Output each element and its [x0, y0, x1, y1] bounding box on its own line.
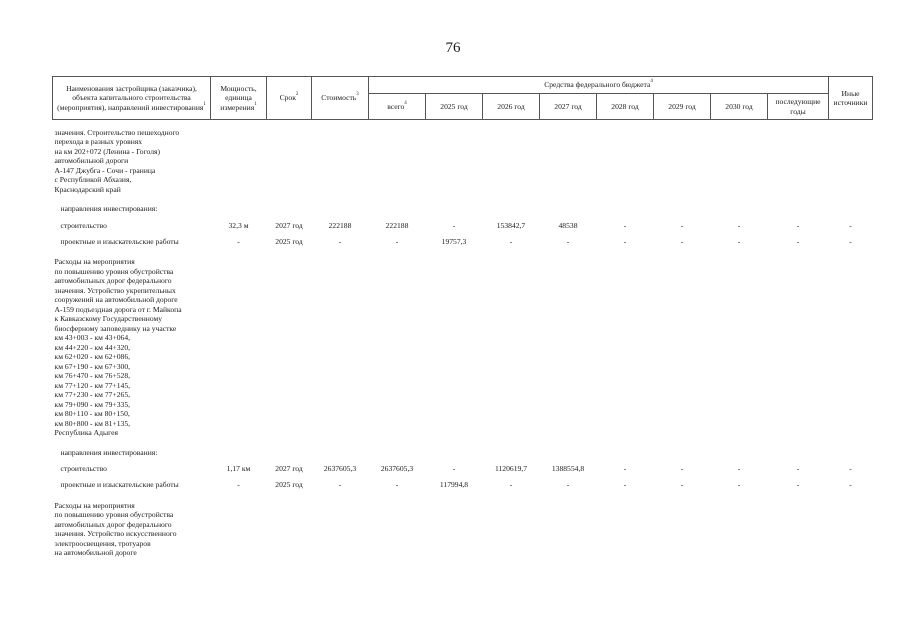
row-2026: - [509, 480, 513, 490]
header-year-2025: 2025 год [426, 94, 483, 120]
row-total: - [395, 236, 399, 246]
row-later: - [796, 480, 800, 490]
row-cost: 222188 [328, 220, 352, 230]
header-federal-budget: Средства федерального бюджета$^4$ [369, 77, 829, 94]
header-year-2028: 2028 год [597, 94, 654, 120]
row-term: 2025 год [275, 480, 303, 490]
directions-row [53, 444, 873, 461]
header-total: всего$^4$ [369, 94, 426, 120]
header-year-2027: 2027 год [540, 94, 597, 120]
directions-label: направления инвестирования: [60, 447, 158, 457]
header-cost: Стоимость$^3$ [312, 77, 369, 120]
header-term: Срок$^2$ [267, 77, 312, 120]
row-capacity: - [237, 236, 240, 246]
row-2027: - [566, 236, 570, 246]
row-2030: - [737, 464, 741, 474]
block-title-row [53, 249, 873, 443]
row-term: 2027 год [275, 220, 303, 230]
row-2027: 48538 [558, 220, 578, 230]
table-body [53, 120, 873, 564]
row-2027: - [566, 480, 570, 490]
block-title-row [53, 120, 873, 201]
row-2026: - [509, 236, 513, 246]
row-name: проектные и изыскательские работы [60, 236, 179, 246]
row-2025: - [452, 464, 456, 474]
header-capacity: Мощность, единица измерения$^1$ [211, 77, 267, 120]
row-2026: 1120619,7 [495, 464, 527, 474]
table-row [53, 217, 873, 233]
row-total: 222188 [385, 220, 409, 230]
row-2028: - [623, 480, 627, 490]
row-later: - [796, 220, 800, 230]
row-2029: - [680, 464, 684, 474]
row-2029: - [680, 236, 684, 246]
row-cost: 2637605,3 [323, 464, 357, 474]
row-later: - [796, 464, 800, 474]
row-cost: - [338, 480, 342, 490]
row-2029: - [680, 480, 684, 490]
row-2027: 1388554,8 [551, 464, 585, 474]
header-year-2029: 2029 год [654, 94, 711, 120]
table-row [53, 461, 873, 477]
row-2025: 19757,3 [441, 236, 467, 246]
row-term: 2027 год [275, 464, 303, 474]
row-2026: 153842,7 [496, 220, 526, 230]
header-name: Наименования застройщика (заказчика), объекта капитального строительства (мероприятия), направлений инвестирования$^1$ [53, 77, 211, 120]
row-total: 2637605,3 [380, 464, 414, 474]
row-2029: - [680, 220, 684, 230]
row-2025: - [452, 220, 456, 230]
budget-table [52, 76, 873, 564]
block-title-row [53, 493, 873, 564]
directions-row [53, 200, 873, 217]
row-2028: - [623, 236, 627, 246]
directions-label: направления инвестирования: [60, 204, 158, 214]
page-number: 76 [445, 40, 461, 56]
row-capacity: - [237, 480, 240, 490]
block-title: Расходы на мероприятия по повышению уровня обустройства автомобильных дорог федерального значения. Устройство укрепительных сооружений на автомобильной дороге А-159 подъездная дорога от г. Майкопа к Кавказскому Государственному биосферному заповеднику на участке км 43+003 - км 43+064, км 44+220 - км 44+320, км 62+020 - км 62+086, км 67+190 - км 67+300, км 76+470 - км 76+528, км 77+120 - км 77+145, км 77+230 - км 77+265, км 79+090 - км 79+335, км 80+110 - км 80+150, км 80+800 - км 81+135, Республика Адыгея [54, 257, 182, 438]
header-other-sources: Иные источники [829, 77, 873, 120]
row-other: - [849, 236, 852, 246]
header-year-2030: 2030 год [711, 94, 768, 120]
block-title: значения. Строительство пешеходного перехода в разных уровнях на км 202+072 (Ленина - Гоголя) автомобильной дороги А-147 Джубга - Сочи - граница с Республикой Абхазия, Краснодарский край [54, 128, 180, 194]
row-capacity: 32,3 м [228, 220, 249, 230]
row-2030: - [737, 236, 741, 246]
row-name: проектные и изыскательские работы [60, 480, 179, 490]
row-2028: - [623, 220, 627, 230]
row-name: строительство [60, 464, 107, 474]
row-cost: - [338, 236, 342, 246]
table-row [53, 233, 873, 249]
header-year-2026: 2026 год [483, 94, 540, 120]
row-2030: - [737, 220, 741, 230]
row-other: - [849, 464, 852, 474]
row-name: строительство [60, 220, 107, 230]
table-header [53, 77, 873, 120]
header-later-years: последующие годы [768, 94, 829, 120]
row-2028: - [623, 464, 627, 474]
row-other: - [849, 480, 852, 490]
block-title: Расходы на мероприятия по повышению уровня обустройства автомобильных дорог федерального значения. Устройство искусственного электроосвещения, тротуаров на автомобильной дороге [54, 500, 177, 558]
row-total: - [395, 480, 399, 490]
row-capacity: 1,17 км [226, 464, 251, 474]
row-term: 2025 год [275, 236, 303, 246]
table-row [53, 477, 873, 493]
row-other: - [849, 220, 852, 230]
row-2030: - [737, 480, 741, 490]
row-later: - [796, 236, 800, 246]
row-2025: 117994,8 [439, 480, 469, 490]
